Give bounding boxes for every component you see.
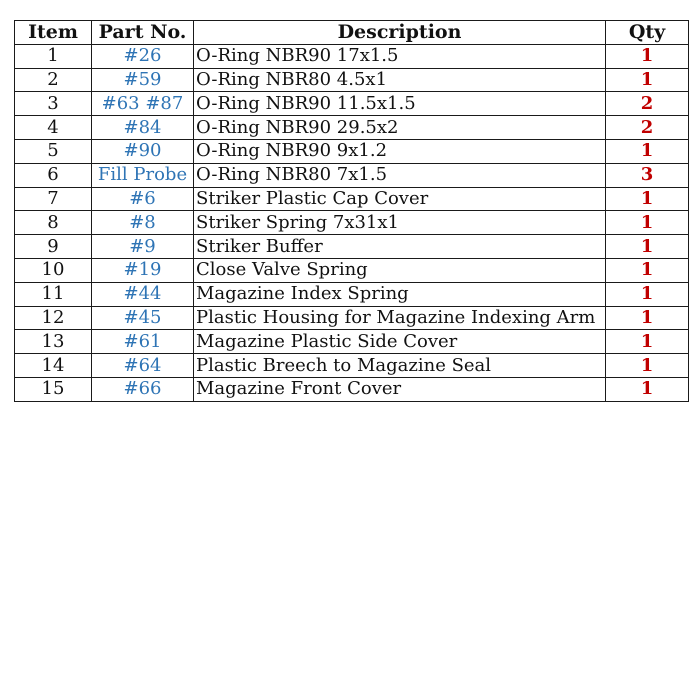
- table-row: [15, 163, 689, 187]
- part-number-cell: #8: [92, 211, 194, 235]
- item-cell: 9: [15, 235, 92, 259]
- qty-cell: 1: [606, 211, 689, 235]
- header-part-number: Part No.: [92, 21, 194, 45]
- header-row: [15, 21, 689, 45]
- desc-cell: Striker Buffer: [194, 235, 606, 259]
- item-cell: 15: [15, 377, 92, 401]
- table-row: [15, 68, 689, 92]
- item-cell: 8: [15, 211, 92, 235]
- desc-cell: Striker Plastic Cap Cover: [194, 187, 606, 211]
- item-cell: 2: [15, 68, 92, 92]
- qty-cell: 2: [606, 116, 689, 140]
- desc-cell: Magazine Index Spring: [194, 282, 606, 306]
- part-number-cell: #64: [92, 354, 194, 378]
- part-number-cell: #44: [92, 282, 194, 306]
- qty-cell: 1: [606, 306, 689, 330]
- part-number-cell: #26: [92, 44, 194, 68]
- item-cell: 10: [15, 258, 92, 282]
- desc-cell: Magazine Front Cover: [194, 377, 606, 401]
- desc-cell: Striker Spring 7x31x1: [194, 211, 606, 235]
- table-row: [15, 377, 689, 401]
- part-number-cell: #6: [92, 187, 194, 211]
- part-number-cell: #45: [92, 306, 194, 330]
- desc-cell: O-Ring NBR90 29.5x2: [194, 116, 606, 140]
- table-row: [15, 354, 689, 378]
- qty-cell: 1: [606, 139, 689, 163]
- item-cell: 1: [15, 44, 92, 68]
- item-cell: 12: [15, 306, 92, 330]
- table-row: [15, 258, 689, 282]
- item-cell: 5: [15, 139, 92, 163]
- qty-cell: 1: [606, 330, 689, 354]
- item-cell: 3: [15, 92, 92, 116]
- parts-table: [14, 20, 689, 402]
- part-number-cell: #84: [92, 116, 194, 140]
- table-row: [15, 211, 689, 235]
- header-description: Description: [194, 21, 606, 45]
- qty-cell: 1: [606, 187, 689, 211]
- part-number-cell: #66: [92, 377, 194, 401]
- part-number-cell: #90: [92, 139, 194, 163]
- table-row: [15, 116, 689, 140]
- part-number-cell: #61: [92, 330, 194, 354]
- table-row: [15, 139, 689, 163]
- qty-cell: 3: [606, 163, 689, 187]
- header-qty: Qty: [606, 21, 689, 45]
- item-cell: 6: [15, 163, 92, 187]
- table-row: [15, 235, 689, 259]
- desc-cell: Close Valve Spring: [194, 258, 606, 282]
- table-row: [15, 330, 689, 354]
- qty-cell: 1: [606, 68, 689, 92]
- table-row: [15, 187, 689, 211]
- qty-cell: 1: [606, 235, 689, 259]
- desc-cell: O-Ring NBR90 9x1.2: [194, 139, 606, 163]
- qty-cell: 2: [606, 92, 689, 116]
- qty-cell: 1: [606, 258, 689, 282]
- desc-cell: O-Ring NBR80 7x1.5: [194, 163, 606, 187]
- desc-cell: Magazine Plastic Side Cover: [194, 330, 606, 354]
- desc-cell: O-Ring NBR90 17x1.5: [194, 44, 606, 68]
- desc-cell: O-Ring NBR90 11.5x1.5: [194, 92, 606, 116]
- qty-cell: 1: [606, 377, 689, 401]
- table-row: [15, 44, 689, 68]
- header-item: Item: [15, 21, 92, 45]
- table-row: [15, 282, 689, 306]
- table-row: [15, 92, 689, 116]
- part-number-cell: #9: [92, 235, 194, 259]
- table-row: [15, 306, 689, 330]
- item-cell: 13: [15, 330, 92, 354]
- qty-cell: 1: [606, 282, 689, 306]
- item-cell: 4: [15, 116, 92, 140]
- part-number-cell: Fill Probe: [92, 163, 194, 187]
- item-cell: 7: [15, 187, 92, 211]
- part-number-cell: #19: [92, 258, 194, 282]
- desc-cell: Plastic Housing for Magazine Indexing Arm: [194, 306, 606, 330]
- item-cell: 11: [15, 282, 92, 306]
- desc-cell: Plastic Breech to Magazine Seal: [194, 354, 606, 378]
- qty-cell: 1: [606, 44, 689, 68]
- desc-cell: O-Ring NBR80 4.5x1: [194, 68, 606, 92]
- part-number-cell: #63 #87: [92, 92, 194, 116]
- qty-cell: 1: [606, 354, 689, 378]
- item-cell: 14: [15, 354, 92, 378]
- part-number-cell: #59: [92, 68, 194, 92]
